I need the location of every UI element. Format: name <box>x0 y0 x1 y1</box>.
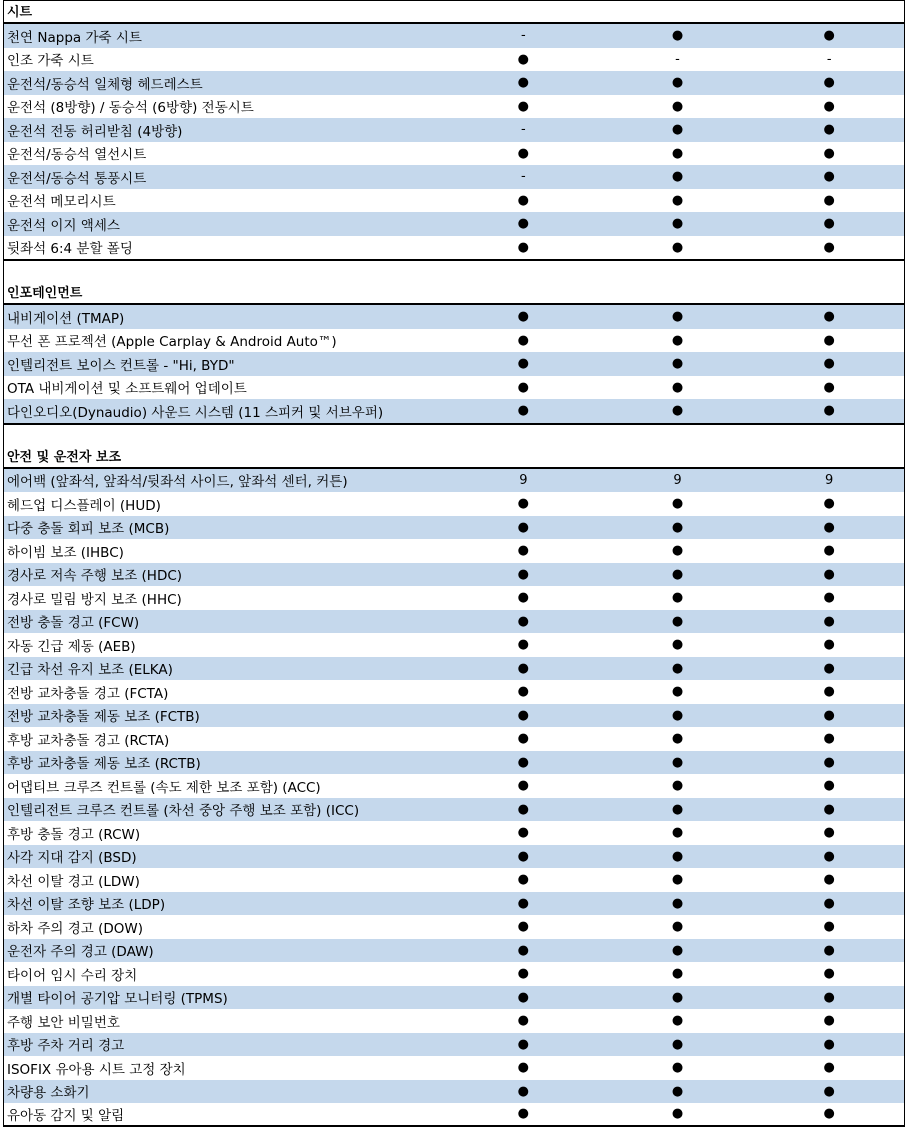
trim-value-3: ● <box>823 613 835 629</box>
table-row <box>4 305 904 329</box>
trim-value-3: ● <box>823 543 835 559</box>
trim-value-1: ● <box>517 239 530 255</box>
table-row <box>4 798 904 822</box>
table-row <box>4 539 904 563</box>
feature-label: 운전석/동승석 일체형 헤드레스트 <box>7 76 203 93</box>
table-row <box>4 704 904 728</box>
trim-value-3: ● <box>823 848 835 864</box>
table-row <box>4 892 904 916</box>
trim-value-3: ● <box>823 169 835 185</box>
section-title: 안전 및 운전자 보조 <box>4 447 904 469</box>
trim-value-3: ● <box>823 590 835 606</box>
trim-value-1: ● <box>517 590 530 606</box>
trim-value-3: ● <box>823 895 835 911</box>
trim-value-1: ● <box>517 848 530 864</box>
trim-value-2: ● <box>671 169 684 185</box>
trim-value-2: ● <box>671 403 684 419</box>
trim-value-3: ● <box>823 966 835 982</box>
trim-value-2: ● <box>671 825 684 841</box>
feature-label: 헤드업 디스플레이 (HUD) <box>7 497 161 514</box>
trim-value-1: ● <box>517 98 530 114</box>
table-row <box>4 212 904 236</box>
trim-value-3: ● <box>823 731 835 747</box>
trim-value-3: ● <box>823 403 835 419</box>
feature-label: 경사로 밀림 방지 보조 (HHC) <box>7 591 182 608</box>
feature-label: 인텔리전트 크루즈 컨트롤 (차선 중앙 주행 보조 포함) (ICC) <box>7 803 360 820</box>
feature-label: 후방 주차 거리 경고 <box>7 1038 125 1055</box>
trim-value-3: ● <box>823 122 835 138</box>
trim-value-1: ● <box>517 356 530 372</box>
trim-value-3: ● <box>823 1036 835 1052</box>
feature-label: 사각 지대 감지 (BSD) <box>7 850 137 867</box>
feature-label: 후방 교차충돌 제동 보조 (RCTB) <box>7 756 201 773</box>
spec-table <box>3 0 905 1127</box>
trim-value-2: ● <box>671 989 684 1005</box>
trim-value-2: 9 <box>673 472 682 488</box>
table-row <box>4 680 904 704</box>
trim-value-2: ● <box>671 28 684 44</box>
table-row <box>4 48 904 72</box>
trim-value-3: ● <box>823 1013 835 1029</box>
trim-value-2: ● <box>671 1083 684 1099</box>
table-row <box>4 915 904 939</box>
table-row <box>4 845 904 869</box>
table-row <box>4 399 904 423</box>
trim-value-1: - <box>520 169 526 185</box>
feature-label: 운전석/동승석 통풍시트 <box>7 170 147 187</box>
trim-value-1: ● <box>517 1060 530 1076</box>
table-row <box>4 962 904 986</box>
trim-value-2: ● <box>671 778 684 794</box>
trim-value-1: ● <box>517 216 530 232</box>
trim-value-3: ● <box>823 1083 835 1099</box>
trim-value-3: ● <box>823 707 835 723</box>
trim-value-2: ● <box>671 98 684 114</box>
feature-label: 전방 교차충돌 경고 (FCTA) <box>7 685 169 702</box>
trim-value-2: ● <box>671 590 684 606</box>
feature-label: 긴급 차선 유지 보조 (ELKA) <box>7 662 173 679</box>
feature-label: 차선 이탈 조향 보조 (LDP) <box>7 897 166 914</box>
trim-value-2: ● <box>671 1106 684 1122</box>
feature-label: 후방 충돌 경고 (RCW) <box>7 826 141 843</box>
trim-value-1: - <box>520 28 526 44</box>
table-row <box>4 189 904 213</box>
trim-value-2: ● <box>671 731 684 747</box>
table-row <box>4 492 904 516</box>
trim-value-3: ● <box>823 332 835 348</box>
trim-value-3: ● <box>823 942 835 958</box>
table-row <box>4 657 904 681</box>
table-row <box>4 821 904 845</box>
feature-label: 운전석/동승석 열선시트 <box>7 147 147 164</box>
trim-value-1: ● <box>517 1013 530 1029</box>
trim-value-3: ● <box>823 637 835 653</box>
trim-value-2: ● <box>671 613 684 629</box>
trim-value-1: ● <box>517 684 530 700</box>
trim-value-1: - <box>520 122 526 138</box>
trim-value-3: - <box>826 51 832 67</box>
trim-value-1: ● <box>517 754 530 770</box>
feature-label: 유아동 감지 및 알림 <box>7 1107 125 1124</box>
trim-value-2: ● <box>671 848 684 864</box>
trim-value-3: ● <box>823 754 835 770</box>
trim-value-3: ● <box>823 825 835 841</box>
trim-value-1: ● <box>517 989 530 1005</box>
trim-value-1: ● <box>517 919 530 935</box>
trim-value-2: ● <box>671 216 684 232</box>
trim-value-3: ● <box>823 28 835 44</box>
trim-value-1: ● <box>517 566 530 582</box>
trim-value-1: ● <box>517 707 530 723</box>
trim-value-1: ● <box>517 403 530 419</box>
trim-value-1: ● <box>517 613 530 629</box>
trim-value-3: ● <box>823 566 835 582</box>
section-spacer <box>4 423 904 447</box>
feature-label: 하이빔 보조 (IHBC) <box>7 544 124 561</box>
feature-label: 다인오디오(Dynaudio) 사운드 시스템 (11 스피커 및 서브우퍼) <box>7 404 384 421</box>
feature-label: OTA 내비게이션 및 소프트웨어 업데이트 <box>7 381 247 398</box>
section-spacer <box>4 259 904 283</box>
trim-value-2: ● <box>671 707 684 723</box>
trim-value-2: ● <box>671 192 684 208</box>
trim-value-3: ● <box>823 192 835 208</box>
trim-value-2: ● <box>671 660 684 676</box>
trim-value-2: ● <box>671 966 684 982</box>
trim-value-3: ● <box>823 1106 835 1122</box>
trim-value-1: ● <box>517 1106 530 1122</box>
trim-value-1: ● <box>517 825 530 841</box>
table-row <box>4 142 904 166</box>
trim-value-3: ● <box>823 98 835 114</box>
feature-label: 어댑티브 크루즈 컨트롤 (속도 제한 보조 포함) (ACC) <box>7 779 321 796</box>
trim-value-1: ● <box>517 801 530 817</box>
trim-value-3: ● <box>823 145 835 161</box>
trim-value-3: ● <box>823 75 835 91</box>
trim-value-3: ● <box>823 919 835 935</box>
trim-value-3: ● <box>823 1060 835 1076</box>
table-row <box>4 1056 904 1080</box>
trim-value-1: ● <box>517 379 530 395</box>
trim-value-2: ● <box>671 637 684 653</box>
table-row <box>4 586 904 610</box>
feature-label: 타이어 임시 수리 장치 <box>7 967 138 984</box>
trim-value-2: ● <box>671 1060 684 1076</box>
trim-value-1: ● <box>517 637 530 653</box>
trim-value-2: ● <box>671 309 684 325</box>
table-row <box>4 376 904 400</box>
feature-label: 뒷좌석 6:4 분할 폴딩 <box>7 241 133 258</box>
feature-label: 운전석 메모리시트 <box>7 194 116 211</box>
trim-value-1: ● <box>517 332 530 348</box>
feature-label: 내비게이션 (TMAP) <box>7 310 125 327</box>
table-row <box>4 118 904 142</box>
trim-value-2: ● <box>671 801 684 817</box>
trim-value-1: ● <box>517 895 530 911</box>
trim-value-1: ● <box>517 1083 530 1099</box>
trim-value-1: ● <box>517 543 530 559</box>
trim-value-2: ● <box>671 919 684 935</box>
feature-label: 차량용 소화기 <box>7 1085 90 1102</box>
trim-value-1: ● <box>517 519 530 535</box>
trim-value-1: ● <box>517 145 530 161</box>
trim-value-2: ● <box>671 1013 684 1029</box>
feature-label: 무선 폰 프로젝션 (Apple Carplay & Android Auto™) <box>7 334 337 351</box>
table-row <box>4 469 904 493</box>
table-row <box>4 1009 904 1033</box>
feature-label: ISOFIX 유아용 시트 고정 장치 <box>7 1061 186 1078</box>
trim-value-2: ● <box>671 332 684 348</box>
table-row <box>4 1103 904 1127</box>
trim-value-1: ● <box>517 1036 530 1052</box>
table-row <box>4 1080 904 1104</box>
table-row <box>4 95 904 119</box>
table-row <box>4 71 904 95</box>
trim-value-1: ● <box>517 778 530 794</box>
feature-label: 개별 타이어 공기압 모니터링 (TPMS) <box>7 991 228 1008</box>
feature-label: 운전석 (8방향) / 동승석 (6방향) 전동시트 <box>7 100 254 117</box>
trim-value-2: ● <box>671 496 684 512</box>
feature-label: 주행 보안 비밀번호 <box>7 1014 120 1031</box>
section-title: 시트 <box>4 0 904 24</box>
feature-label: 인조 가죽 시트 <box>7 53 94 70</box>
trim-value-3: 9 <box>825 472 834 488</box>
trim-value-3: ● <box>823 989 835 1005</box>
trim-value-2: ● <box>671 543 684 559</box>
table-row <box>4 516 904 540</box>
table-row <box>4 727 904 751</box>
feature-label: 후방 교차충돌 경고 (RCTA) <box>7 732 170 749</box>
trim-value-1: ● <box>517 51 530 67</box>
trim-value-1: ● <box>517 75 530 91</box>
feature-label: 자동 긴급 제동 (AEB) <box>7 638 136 655</box>
feature-label: 다중 충돌 회피 보조 (MCB) <box>7 521 170 538</box>
trim-value-3: ● <box>823 216 835 232</box>
feature-label: 인텔리전트 보이스 컨트롤 - "Hi, BYD" <box>7 357 235 374</box>
trim-value-2: ● <box>671 519 684 535</box>
feature-label: 경사로 저속 주행 보조 (HDC) <box>7 568 183 585</box>
trim-value-2: ● <box>671 895 684 911</box>
trim-value-3: ● <box>823 872 835 888</box>
trim-value-1: ● <box>517 192 530 208</box>
trim-value-2: ● <box>671 754 684 770</box>
trim-value-2: ● <box>671 566 684 582</box>
table-row <box>4 24 904 48</box>
trim-value-3: ● <box>823 309 835 325</box>
trim-value-1: ● <box>517 872 530 888</box>
table-row <box>4 751 904 775</box>
trim-value-3: ● <box>823 801 835 817</box>
table-row <box>4 868 904 892</box>
trim-value-1: ● <box>517 660 530 676</box>
trim-value-1: ● <box>517 309 530 325</box>
trim-value-2: ● <box>671 75 684 91</box>
trim-value-2: ● <box>671 356 684 372</box>
trim-value-2: ● <box>671 122 684 138</box>
trim-value-2: ● <box>671 239 684 255</box>
feature-label: 운전자 주의 경고 (DAW) <box>7 944 154 961</box>
table-row <box>4 610 904 634</box>
table-row <box>4 352 904 376</box>
feature-label: 운전석 이지 액세스 <box>7 217 120 234</box>
feature-label: 차선 이탈 경고 (LDW) <box>7 873 140 890</box>
trim-value-1: ● <box>517 731 530 747</box>
section-title: 인포테인먼트 <box>4 283 904 305</box>
trim-value-3: ● <box>823 684 835 700</box>
feature-label: 에어백 (앞좌석, 앞좌석/뒷좌석 사이드, 앞좌석 센터, 커튼) <box>7 474 348 491</box>
trim-value-3: ● <box>823 239 835 255</box>
table-row <box>4 236 904 260</box>
table-row <box>4 165 904 189</box>
trim-value-2: ● <box>671 379 684 395</box>
trim-value-2: ● <box>671 684 684 700</box>
trim-value-1: ● <box>517 942 530 958</box>
trim-value-3: ● <box>823 356 835 372</box>
trim-value-2: ● <box>671 1036 684 1052</box>
trim-value-2: - <box>675 51 680 67</box>
trim-value-3: ● <box>823 660 835 676</box>
table-row <box>4 1033 904 1057</box>
trim-value-3: ● <box>823 496 835 512</box>
trim-value-2: ● <box>671 942 684 958</box>
feature-label: 전방 충돌 경고 (FCW) <box>7 615 140 632</box>
trim-value-3: ● <box>823 379 835 395</box>
trim-value-3: ● <box>823 778 835 794</box>
table-row <box>4 939 904 963</box>
trim-value-3: ● <box>823 519 835 535</box>
trim-value-2: ● <box>671 872 684 888</box>
trim-value-1: 9 <box>519 472 528 488</box>
trim-value-1: ● <box>517 496 530 512</box>
table-row <box>4 329 904 353</box>
table-row <box>4 774 904 798</box>
trim-value-2: ● <box>671 145 684 161</box>
trim-value-1: ● <box>517 966 530 982</box>
feature-label: 하차 주의 경고 (DOW) <box>7 920 144 937</box>
table-row <box>4 563 904 587</box>
table-row <box>4 986 904 1010</box>
feature-label: 전방 교차충돌 제동 보조 (FCTB) <box>7 709 200 726</box>
table-row <box>4 633 904 657</box>
feature-label: 천연 Nappa 가죽 시트 <box>7 29 142 46</box>
feature-label: 운전석 전동 허리받침 (4방향) <box>7 123 183 140</box>
